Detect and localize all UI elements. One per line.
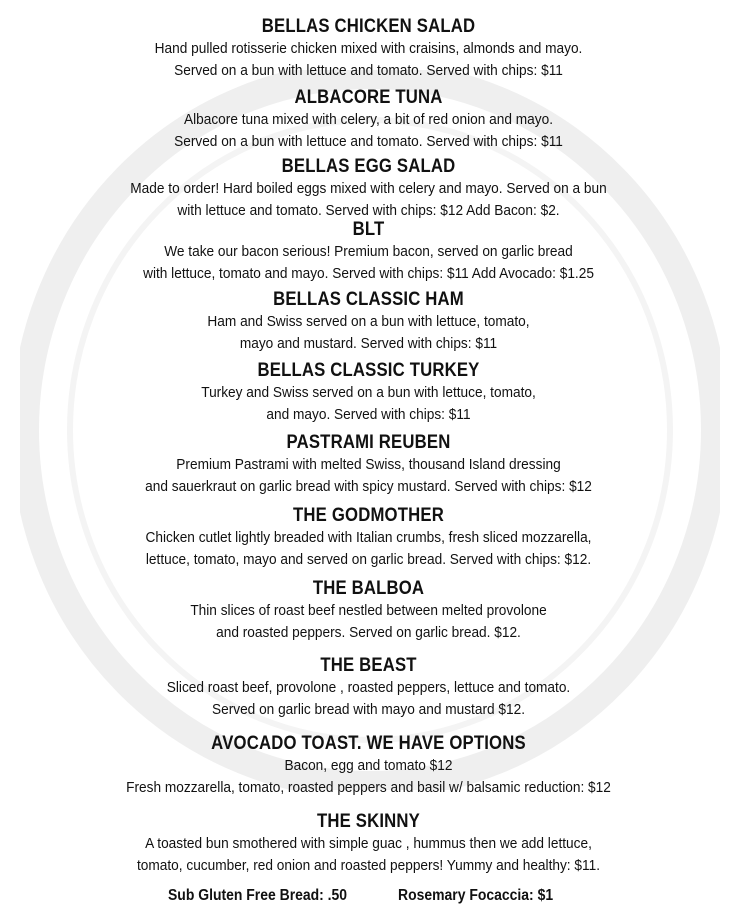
item-desc: Chicken cutlet lightly breaded with Italian crumbs, fresh sliced mozzarella, bbox=[145, 529, 592, 546]
menu-item-skinny bbox=[0, 811, 737, 876]
item-desc: Made to order! Hard boiled eggs mixed with celery and mayo. Served on a bun bbox=[130, 180, 607, 197]
item-desc: Served on garlic bread with mayo and mustard $12. bbox=[211, 700, 526, 718]
menu-item-chicken-salad bbox=[0, 16, 737, 81]
item-title: BELLAS CLASSIC HAM bbox=[273, 289, 464, 310]
item-desc: Served on a bun with lettuce and tomato. Served with chips: $11 bbox=[174, 132, 563, 150]
item-desc: A toasted bun smothered with simple guac , hummus then we add lettuce, bbox=[145, 835, 592, 852]
item-desc: Sliced roast beef, provolone , roasted peppers, lettuce and tomato. bbox=[166, 679, 571, 696]
item-desc: with lettuce and tomato. Served with chips: $12 Add Bacon: $2. bbox=[177, 201, 560, 219]
item-desc: with lettuce, tomato and mayo. Served with chips: $11 Add Avocado: $1.25 bbox=[143, 264, 594, 282]
item-desc: and mayo. Served with chips: $11 bbox=[266, 405, 471, 423]
item-title: BLT bbox=[352, 219, 385, 240]
item-title: PASTRAMI REUBEN bbox=[286, 432, 451, 453]
menu-item-egg-salad bbox=[0, 156, 737, 221]
menu-item-albacore-tuna bbox=[0, 87, 737, 152]
item-desc: Ham and Swiss served on a bun with lettuce, tomato, bbox=[207, 313, 530, 330]
menu-item-godmother bbox=[0, 505, 737, 570]
item-desc: Thin slices of roast beef nestled between melted provolone bbox=[190, 602, 547, 619]
item-desc: mayo and mustard. Served with chips: $11 bbox=[239, 334, 498, 352]
focaccia-option: Rosemary Focaccia: $1 bbox=[398, 887, 554, 904]
menu-item-blt bbox=[0, 219, 737, 284]
item-desc: Fresh mozzarella, tomato, roasted peppers and basil w/ balsamic reduction: $12 bbox=[126, 778, 611, 796]
item-desc: Hand pulled rotisserie chicken mixed with craisins, almonds and mayo. bbox=[154, 40, 583, 57]
item-desc: and roasted peppers. Served on garlic bread. $12. bbox=[216, 623, 521, 641]
item-desc: lettuce, tomato, mayo and served on garlic bread. Served with chips: $12. bbox=[145, 550, 592, 568]
item-title: BELLAS CLASSIC TURKEY bbox=[257, 360, 480, 381]
menu-item-classic-turkey bbox=[0, 360, 737, 425]
item-title: THE SKINNY bbox=[316, 811, 421, 832]
menu-item-beast bbox=[0, 655, 737, 720]
menu-item-classic-ham bbox=[0, 289, 737, 354]
item-title: THE BEAST bbox=[320, 655, 417, 676]
item-desc: and sauerkraut on garlic bread with spicy mustard. Served with chips: $12 bbox=[145, 477, 592, 495]
menu-item-avocado-toast bbox=[0, 733, 737, 798]
item-desc: tomato, cucumber, red onion and roasted peppers! Yummy and healthy: $11. bbox=[136, 856, 600, 874]
item-title: THE BALBOA bbox=[312, 578, 425, 599]
item-title: BELLAS CHICKEN SALAD bbox=[261, 16, 476, 37]
item-desc: Served on a bun with lettuce and tomato. Served with chips: $11 bbox=[174, 61, 563, 79]
item-title: ALBACORE TUNA bbox=[294, 87, 443, 108]
item-title: AVOCADO TOAST. WE HAVE OPTIONS bbox=[211, 733, 526, 754]
menu-item-balboa bbox=[0, 578, 737, 643]
item-title: THE GODMOTHER bbox=[293, 505, 444, 526]
item-desc: Turkey and Swiss served on a bun with lettuce, tomato, bbox=[201, 384, 536, 401]
item-desc: We take our bacon serious! Premium bacon, served on garlic bread bbox=[164, 243, 573, 260]
item-title: BELLAS EGG SALAD bbox=[281, 156, 456, 177]
menu-item-pastrami-reuben bbox=[0, 432, 737, 497]
item-desc: Albacore tuna mixed with celery, a bit of red onion and mayo. bbox=[183, 111, 553, 128]
item-desc: Premium Pastrami with melted Swiss, thousand Island dressing bbox=[176, 456, 561, 473]
item-desc: Bacon, egg and tomato $12 bbox=[284, 757, 453, 774]
gluten-free-option: Sub Gluten Free Bread: .50 bbox=[168, 887, 348, 904]
